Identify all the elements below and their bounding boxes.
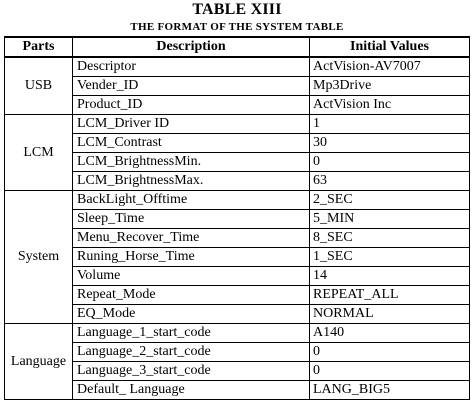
table-row	[5, 134, 470, 153]
initial-value-cell: ActVision Inc	[310, 96, 470, 115]
table-number: TABLE XIII	[192, 1, 282, 18]
table-title: THE FORMAT OF THE SYSTEM TABLE	[130, 21, 344, 33]
initial-value-cell: 0	[310, 153, 470, 172]
initial-value-cell: 1	[310, 115, 470, 134]
table-row	[5, 77, 470, 96]
initial-value-cell: LANG_BIG5	[310, 381, 470, 400]
initial-value-cell: 0	[310, 362, 470, 381]
initial-value-cell: A140	[310, 324, 470, 343]
description-cell: Default_ Language	[73, 381, 310, 400]
header-description: Description	[73, 37, 310, 57]
description-cell: LCM_Contrast	[73, 134, 310, 153]
table-row	[5, 115, 470, 134]
table-row	[5, 267, 470, 286]
table-row	[5, 324, 470, 343]
description-cell: Language_1_start_code	[73, 324, 310, 343]
initial-value-cell: 8_SEC	[310, 229, 470, 248]
description-cell: BackLight_Offtime	[73, 191, 310, 210]
part-cell: System	[5, 191, 73, 324]
initial-value-cell: ActVision-AV7007	[310, 57, 470, 77]
initial-value-cell: 1_SEC	[310, 248, 470, 267]
table-row	[5, 172, 470, 191]
table-row	[5, 286, 470, 305]
initial-value-cell: REPEAT_ALL	[310, 286, 470, 305]
description-cell: Runing_Horse_Time	[73, 248, 310, 267]
table-row	[5, 229, 470, 248]
header-initial-values: Initial Values	[310, 37, 470, 57]
initial-value-cell: 2_SEC	[310, 191, 470, 210]
initial-value-cell: NORMAL	[310, 305, 470, 324]
part-cell: USB	[5, 57, 73, 115]
description-cell: LCM_BrightnessMin.	[73, 153, 310, 172]
header-row	[5, 37, 470, 57]
initial-value-cell: Mp3Drive	[310, 77, 470, 96]
system-table	[4, 36, 470, 400]
initial-value-cell: 14	[310, 267, 470, 286]
description-cell: Vender_ID	[73, 77, 310, 96]
table-row	[5, 381, 470, 400]
initial-value-cell: 63	[310, 172, 470, 191]
description-cell: Language_3_start_code	[73, 362, 310, 381]
table-row	[5, 57, 470, 77]
description-cell: Language_2_start_code	[73, 343, 310, 362]
initial-value-cell: 0	[310, 343, 470, 362]
description-cell: Product_ID	[73, 96, 310, 115]
table-row	[5, 210, 470, 229]
table-row	[5, 305, 470, 324]
initial-value-cell: 5_MIN	[310, 210, 470, 229]
description-cell: Sleep_Time	[73, 210, 310, 229]
table-row	[5, 343, 470, 362]
table-row	[5, 153, 470, 172]
initial-value-cell: 30	[310, 134, 470, 153]
description-cell: Descriptor	[73, 57, 310, 77]
table-row	[5, 362, 470, 381]
description-cell: LCM_Driver ID	[73, 115, 310, 134]
description-cell: EQ_Mode	[73, 305, 310, 324]
header-parts: Parts	[5, 37, 73, 57]
table-row	[5, 248, 470, 267]
table-body	[5, 57, 470, 400]
description-cell: LCM_BrightnessMax.	[73, 172, 310, 191]
description-cell: Repeat_Mode	[73, 286, 310, 305]
table-row	[5, 191, 470, 210]
description-cell: Menu_Recover_Time	[73, 229, 310, 248]
description-cell: Volume	[73, 267, 310, 286]
table-row	[5, 96, 470, 115]
part-cell: Language	[5, 324, 73, 400]
part-cell: LCM	[5, 115, 73, 191]
